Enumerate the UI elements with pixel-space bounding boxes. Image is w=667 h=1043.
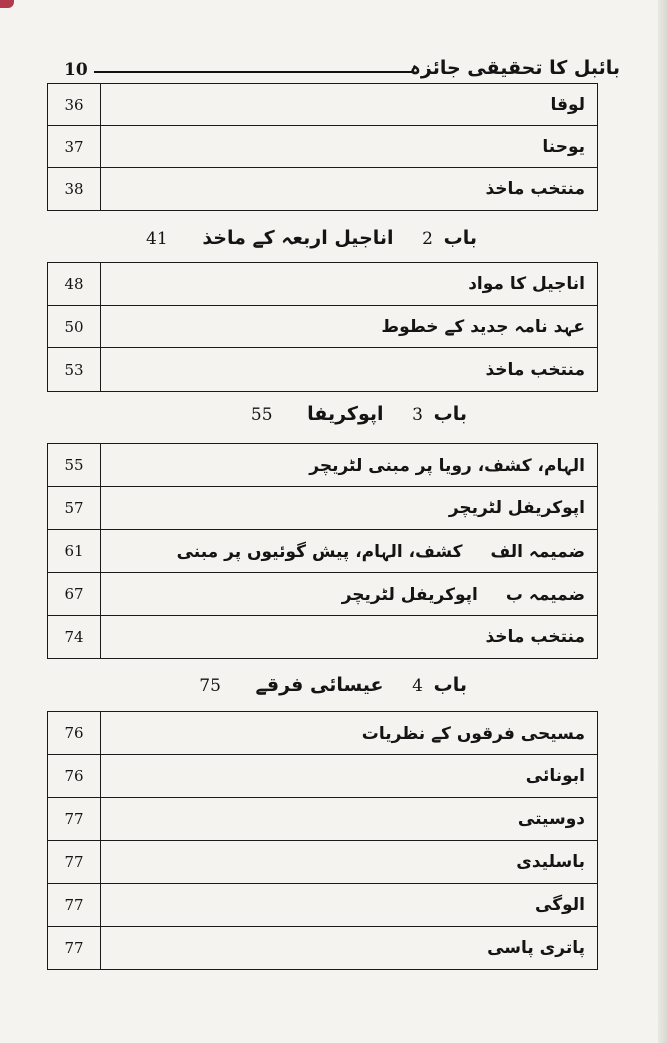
table-row — [48, 487, 598, 530]
chapter-number: 3 — [412, 405, 423, 425]
entry-title: الوگی — [101, 884, 598, 927]
chapter-heading-4 — [199, 674, 467, 696]
entry-title-with-label — [101, 573, 598, 616]
chapter-page: 41 — [146, 229, 168, 249]
entry-title: عہد نامہ جدید کے خطوط — [101, 306, 598, 348]
chapter-heading-2 — [146, 227, 477, 249]
entry-page: 77 — [48, 884, 101, 927]
table-row — [48, 884, 598, 927]
chapter-word: باب — [433, 403, 467, 425]
entry-page: 48 — [48, 263, 101, 306]
table-row — [48, 573, 598, 616]
chapter-title: عیسائی فرقے — [255, 674, 384, 696]
chapter-number: 2 — [422, 229, 433, 249]
table-row — [48, 84, 598, 126]
table-row — [48, 616, 598, 659]
entry-page: 77 — [48, 841, 101, 884]
table-row — [48, 263, 598, 306]
appendix-label: ضمیمہ ب — [505, 584, 585, 605]
table-row — [48, 168, 598, 211]
header-rule — [94, 71, 412, 73]
toc-table-chapter4 — [47, 711, 598, 970]
entry-title: باسلیدی — [101, 841, 598, 884]
entry-title: کشف، الہام، پیش گوئیوں پر مبنی — [176, 541, 463, 562]
toc-table-chapter2 — [47, 262, 598, 392]
chapter-title: اپوکریفا — [307, 403, 384, 425]
entry-title: اپوکریفل لٹریچر — [101, 487, 598, 530]
entry-title: اناجیل کا مواد — [101, 263, 598, 306]
entry-page: 67 — [48, 573, 101, 616]
table-row — [48, 798, 598, 841]
entry-title: دوسیتی — [101, 798, 598, 841]
entry-page: 77 — [48, 927, 101, 970]
chapter-word: باب — [443, 227, 477, 249]
entry-page: 53 — [48, 348, 101, 392]
entry-title: مسیحی فرقوں کے نظریات — [101, 712, 598, 755]
table-row — [48, 841, 598, 884]
entry-page: 57 — [48, 487, 101, 530]
chapter-word: باب — [433, 674, 467, 696]
page-edge — [658, 0, 667, 1043]
entry-page: 38 — [48, 168, 101, 211]
chapter-number: 4 — [412, 676, 423, 696]
entry-page: 37 — [48, 126, 101, 168]
toc-table-chapter3 — [47, 443, 598, 659]
table-row — [48, 348, 598, 392]
table-row — [48, 927, 598, 970]
table-row — [48, 755, 598, 798]
table-row — [48, 444, 598, 487]
entry-page: 76 — [48, 755, 101, 798]
entry-page: 50 — [48, 306, 101, 348]
table-row — [48, 530, 598, 573]
appendix-label: ضمیمہ الف — [490, 541, 585, 562]
entry-title: ابونائی — [101, 755, 598, 798]
entry-title: منتخب ماخذ — [101, 348, 598, 392]
chapter-heading-3 — [251, 403, 467, 425]
chapter-page: 75 — [199, 676, 221, 696]
corner-mark — [0, 0, 14, 8]
entry-title: لوقا — [101, 84, 598, 126]
entry-title: پاتری پاسی — [101, 927, 598, 970]
entry-page: 74 — [48, 616, 101, 659]
entry-title: یوحنا — [101, 126, 598, 168]
entry-page: 55 — [48, 444, 101, 487]
page-number: 10 — [64, 60, 88, 80]
entry-title: منتخب ماخذ — [101, 168, 598, 211]
entry-page: 77 — [48, 798, 101, 841]
chapter-page: 55 — [250, 405, 273, 425]
table-row — [48, 306, 598, 348]
entry-title: اپوکریفل لٹریچر — [341, 584, 478, 605]
running-title: بائبل کا تحقیقی جائزہ — [409, 57, 620, 79]
entry-page: 36 — [48, 84, 101, 126]
toc-table-chapter1 — [47, 83, 598, 211]
chapter-title: اناجیل اربعہ کے ماخذ — [202, 227, 394, 249]
table-row — [48, 126, 598, 168]
entry-title: منتخب ماخذ — [101, 616, 598, 659]
entry-page: 61 — [48, 530, 101, 573]
entry-page: 76 — [48, 712, 101, 755]
entry-title: الہام، کشف، رویا پر مبنی لٹریچر — [101, 444, 598, 487]
table-row — [48, 712, 598, 755]
entry-title-with-label — [101, 530, 598, 573]
